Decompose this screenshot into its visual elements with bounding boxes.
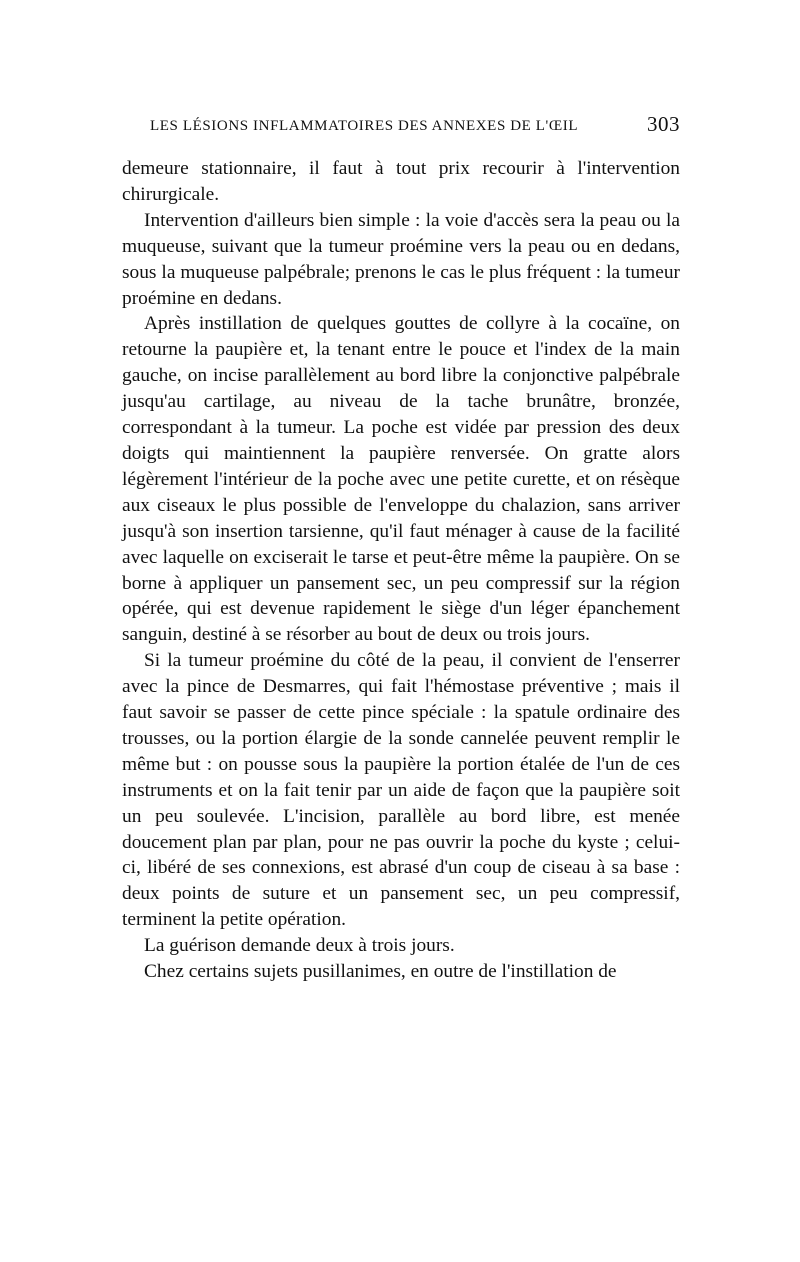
paragraph: Intervention d'ailleurs bien simple : la voie d'accès sera la peau ou la muqueuse, suivant que la tumeur proémine vers la peau ou en dedans, sous la muqueuse palpébrale; prenons le cas le plus fréquent : la tumeur proémine en dedans. bbox=[122, 209, 680, 309]
running-title: LES LÉSIONS INFLAMMATOIRES DES ANNEXES DE L'ŒIL bbox=[150, 118, 579, 134]
page-number: 303 bbox=[647, 112, 680, 136]
paragraph: La guérison demande deux à trois jours. bbox=[144, 935, 455, 957]
body-text bbox=[122, 156, 680, 985]
paragraph-continuation: demeure stationnaire, il faut à tout prix recourir à l'intervention chirurgicale. bbox=[122, 158, 680, 205]
paragraph: Si la tumeur proémine du côté de la peau, il convient de l'enserrer avec la pince de Desmarres, qui fait l'hémostase préventive ; mais il faut savoir se passer de cette pince spéciale : la spatule ordinaire des trousses, ou la portion élargie de la sonde cannelée peuvent remplir le même but : on pousse sous la paupière la portion étalée de l'un de ces instruments et on la fait tenir par un aide de façon que la paupière soit un peu soulevée. L'incision, parallèle au bord libre, est menée doucement plan par plan, pour ne pas ouvrir la poche du kyste ; celui-ci, libéré de ses connexions, est abrasé d'un coup de ciseau à sa base : deux points de suture et un pansement sec, un peu compressif, terminent la petite opération. bbox=[122, 650, 680, 931]
paragraph: Après instillation de quelques gouttes de collyre à la cocaïne, on retourne la paupière et, la tenant entre le pouce et l'index de la main gauche, on incise parallèlement au bord libre la conjonctive palpébrale jusqu'au cartilage, au niveau de la tache brunâtre, bronzée, correspondant à la tumeur. La poche est vidée par pression des deux doigts qui maintiennent la paupière renversée. On gratte alors légèrement l'intérieur de la poche avec une petite curette, et on résèque aux ciseaux le plus possible de l'enveloppe du chalazion, sans arriver jusqu'à son insertion tarsienne, qu'il faut ménager à cause de la facilité avec laquelle on exciserait le tarse et peut-être même la paupière. On se borne à appliquer un pansement sec, un peu compressif sur la région opérée, qui est devenue rapidement le siège d'un léger épanchement sanguin, destiné à se résorber au bout de deux ou trois jours. bbox=[122, 313, 680, 646]
book-page bbox=[122, 112, 680, 985]
running-head bbox=[122, 112, 680, 142]
paragraph: Chez certains sujets pusillanimes, en outre de l'instillation de bbox=[144, 961, 617, 983]
